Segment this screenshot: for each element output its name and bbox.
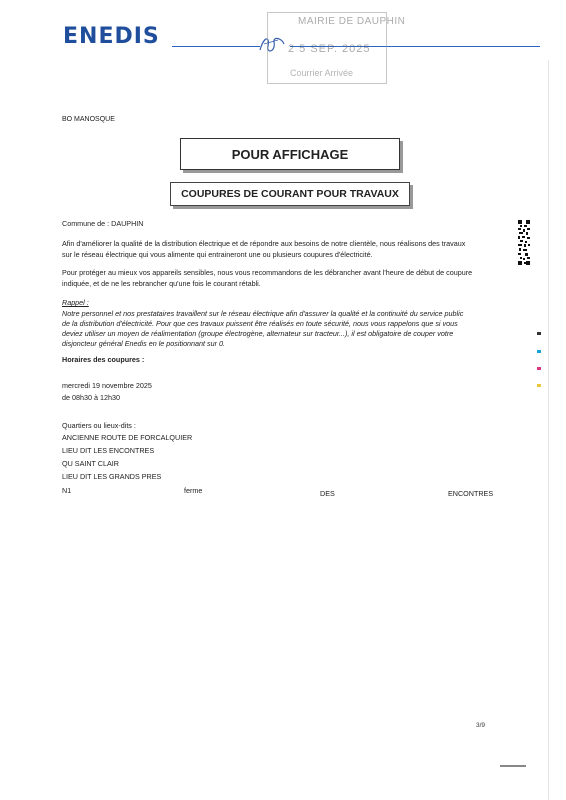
color-tick-yellow bbox=[537, 384, 541, 387]
sender-office: BO MANOSQUE bbox=[62, 116, 115, 123]
rappel-line-4: disjoncteur général Enedis en le positionnant sur 0. bbox=[62, 339, 226, 348]
subtitle-box bbox=[170, 182, 410, 206]
intro-line-2: sur le réseau électrique qui vous alimente qui entraineront une ou plusieurs coupures d'électricité. bbox=[62, 250, 373, 259]
advice-line-1: Pour protéger au mieux vos appareils sensibles, nous vous recommandons de les débrancher avant l'heure de début de coupure bbox=[62, 268, 473, 277]
logo-underline-left bbox=[172, 46, 260, 47]
scan-mark bbox=[500, 765, 526, 767]
rappel-label: Rappel : bbox=[62, 298, 89, 307]
intro-line-1: Afin d'améliorer la qualité de la distribution électrique et de répondre aux besoins de notre clientèle, nous réalisons des travaux bbox=[62, 239, 466, 248]
rappel-line-3: deviez utiliser un moyen de réalimentation (groupe électrogène, alternateur sur tracteur...), il est obligatoire de couper votre bbox=[62, 329, 454, 338]
page-number: 3/9 bbox=[476, 722, 486, 729]
stamp-title: MAIRIE DE DAUPHIN bbox=[298, 16, 406, 27]
horaires-heading: Horaires des coupures : bbox=[62, 355, 145, 364]
quartiers-heading: Quartiers ou lieux-dits : bbox=[62, 421, 136, 430]
location-item: LIEU DIT LES GRANDS PRES bbox=[62, 472, 162, 481]
address-type: ferme bbox=[184, 486, 203, 495]
page-edge bbox=[548, 60, 549, 800]
location-item: LIEU DIT LES ENCONTRES bbox=[62, 446, 155, 455]
advice-line-2: indiquée, et de ne les rebrancher qu'une fois le courant rétabli. bbox=[62, 279, 261, 288]
outage-time: de 08h30 à 12h30 bbox=[62, 393, 120, 402]
enedis-logo: ENEDIS bbox=[63, 24, 160, 49]
qr-code-icon bbox=[518, 220, 530, 266]
rappel-line-1: Notre personnel et nos prestataires travaillent sur le réseau électrique afin d'assurer la qualité et la continuité du service public bbox=[62, 309, 464, 318]
page-subtitle: COUPURES DE COURANT POUR TRAVAUX bbox=[181, 188, 399, 200]
color-tick-black bbox=[537, 332, 541, 335]
location-item: ANCIENNE ROUTE DE FORCALQUIER bbox=[62, 433, 193, 442]
page-title-box bbox=[180, 138, 400, 170]
color-tick-magenta bbox=[537, 367, 541, 370]
outage-date: mercredi 19 novembre 2025 bbox=[62, 381, 152, 390]
stamp-date: 2 5 SEP. 2025 bbox=[288, 43, 371, 55]
stamp-footer: Courrier Arrivée bbox=[290, 68, 354, 78]
address-number: N1 bbox=[62, 486, 72, 495]
reception-stamp bbox=[267, 12, 406, 84]
address-article: DES bbox=[320, 489, 335, 498]
commune-line: Commune de : DAUPHIN bbox=[62, 219, 144, 228]
rappel-line-2: de la distribution d'électricité. Pour que ces travaux puissent être réalisés en toute sécurité, nous vous rappelons que si vous bbox=[62, 319, 458, 328]
page-title: POUR AFFICHAGE bbox=[231, 146, 349, 162]
location-item: QU SAINT CLAIR bbox=[62, 459, 119, 468]
color-tick-cyan bbox=[537, 350, 541, 353]
address-name: ENCONTRES bbox=[448, 489, 494, 498]
